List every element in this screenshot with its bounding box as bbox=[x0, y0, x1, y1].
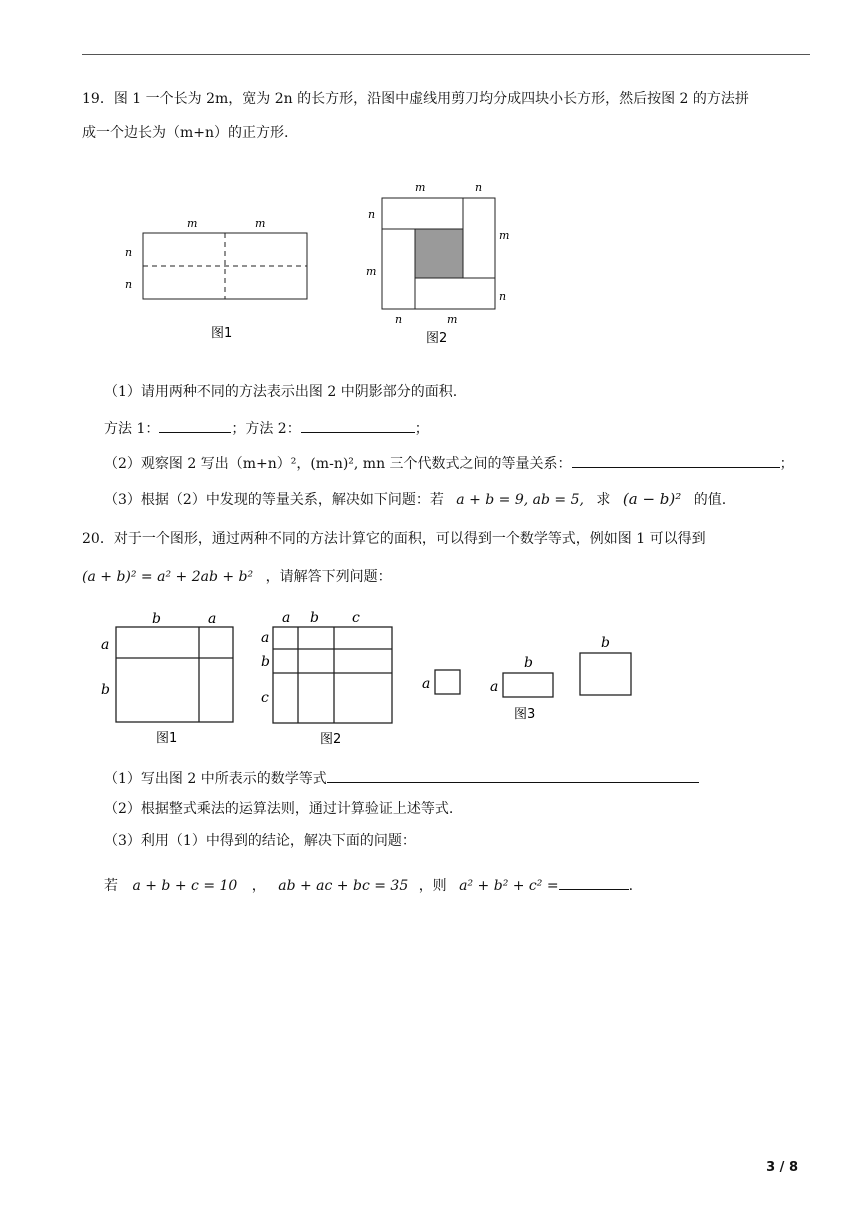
q20-fig2-left-c: c bbox=[261, 690, 269, 706]
fig2-label-left-n: n bbox=[368, 208, 376, 221]
q20-fig1-left-b: b bbox=[101, 682, 110, 698]
q19-part3-mid: 求 bbox=[596, 492, 611, 508]
q20-fig2-top-a: a bbox=[282, 610, 291, 626]
method2-blank[interactable] bbox=[301, 418, 415, 433]
q19-part2: （2）观察图 2 写出（m+n）²，(m-n)², mn 三个代数式之间的等量关系： bbox=[104, 456, 572, 472]
q20-stem-line1: 20．对于一个图形，通过两种不同的方法计算它的面积，可以得到一个数学等式，例如图 1 可以得到 bbox=[82, 531, 706, 547]
q20-fig2-left-a: a bbox=[261, 630, 270, 646]
fig1-label-n-bottom: n bbox=[125, 278, 133, 291]
fig2-caption: 图2 bbox=[426, 331, 448, 346]
q20-fig2-caption: 图2 bbox=[320, 732, 342, 747]
q19-part2-blank[interactable] bbox=[572, 453, 780, 468]
q19-part3-line bbox=[104, 490, 726, 509]
q20-part3: （3）利用（1）中得到的结论，解决下面的问题： bbox=[104, 833, 416, 849]
q20-fig2-top-b: b bbox=[310, 610, 319, 626]
q20-then: ，则 bbox=[418, 878, 447, 894]
fig2-label-top-m: m bbox=[415, 181, 426, 194]
q19-methods-line bbox=[104, 418, 429, 438]
q19-part3-suffix: 的值. bbox=[693, 492, 727, 508]
q20-fig3-square-a: a bbox=[422, 676, 431, 692]
q19-stem-line2: 成一个边长为（m+n）的正方形. bbox=[82, 125, 289, 141]
fig2-label-bottom-n: n bbox=[395, 313, 403, 326]
fig2-label-left-m: m bbox=[366, 265, 377, 278]
q20-fig1-top-a: a bbox=[208, 611, 217, 627]
q20-figure-1 bbox=[96, 606, 242, 746]
q20-period: . bbox=[628, 878, 634, 894]
q20-fig1-caption: 图1 bbox=[156, 731, 178, 746]
fig2-label-right-m: m bbox=[499, 229, 510, 242]
q19-stem-line1: 19．图 1 一个长为 2m，宽为 2n 的长方形，沿图中虚线用剪刀均分成四块小长方形，然后按图 2 的方法拼 bbox=[82, 91, 749, 107]
fig1-label-m-right: m bbox=[255, 217, 266, 230]
q20-answer-blank[interactable] bbox=[559, 875, 629, 890]
fig2-label-right-n: n bbox=[499, 290, 507, 303]
q20-part1: （1）写出图 2 中所表示的数学等式 bbox=[104, 771, 327, 787]
q20-fig2-top-c: c bbox=[352, 610, 360, 626]
q19-part1: （1）请用两种不同的方法表示出图 2 中阴影部分的面积. bbox=[104, 384, 458, 400]
methods-end: ； bbox=[414, 421, 429, 437]
q19-part3-condition: a + b = 9, ab = 5, bbox=[456, 492, 584, 508]
fig1-label-m-left: m bbox=[187, 217, 198, 230]
q20-part1-line bbox=[104, 768, 699, 788]
method2-label: ；方法 2： bbox=[231, 421, 301, 437]
q20-stem-line2 bbox=[82, 568, 392, 586]
part2-end: ； bbox=[779, 456, 794, 472]
q20-part1-blank[interactable] bbox=[327, 768, 699, 783]
fig2-label-top-n: n bbox=[475, 181, 483, 194]
q20-fig3-caption: 图3 bbox=[514, 707, 536, 722]
q20-fig3-rect-a: a bbox=[490, 679, 499, 695]
q20-figure-3 bbox=[418, 630, 638, 726]
fig1-label-n-top: n bbox=[125, 246, 133, 259]
q20-fig2-left-b: b bbox=[261, 654, 270, 670]
q20-cond1: a + b + c = 10 bbox=[132, 878, 238, 894]
q20-comma: ， bbox=[251, 878, 266, 894]
q20-fig3-big-b: b bbox=[601, 635, 610, 651]
header-rule bbox=[82, 54, 810, 55]
q20-cond-prefix: 若 bbox=[104, 878, 118, 894]
q20-conditions-line bbox=[104, 875, 633, 895]
page-number: 3 / 8 bbox=[766, 1160, 798, 1175]
fig1-caption: 图1 bbox=[211, 326, 233, 341]
q19-part3-expression: (a − b)² bbox=[622, 490, 682, 508]
q20-stem-suffix: ，请解答下列问题： bbox=[265, 569, 392, 585]
q20-cond3: a² + b² + c² = bbox=[459, 878, 559, 894]
q19-figure-1 bbox=[115, 210, 325, 350]
q19-part3-prefix: （3）根据（2）中发现的等量关系，解决如下问题：若 bbox=[104, 492, 444, 508]
q19-figure-2 bbox=[360, 176, 520, 348]
q20-fig3-rect-b: b bbox=[524, 655, 533, 671]
q20-part2: （2）根据整式乘法的运算法则，通过计算验证上述等式. bbox=[104, 801, 454, 817]
q19-part2-line bbox=[104, 453, 794, 473]
method1-blank[interactable] bbox=[159, 418, 231, 433]
q20-stem-formula: (a + b)² = a² + 2ab + b² bbox=[82, 569, 254, 585]
q20-figure-2 bbox=[258, 606, 398, 748]
q20-cond2: ab + ac + bc = 35 bbox=[278, 878, 409, 894]
q20-fig1-left-a: a bbox=[101, 637, 110, 653]
q20-fig1-top-b: b bbox=[152, 611, 161, 627]
method1-label: 方法 1： bbox=[104, 421, 160, 437]
fig2-label-bottom-m: m bbox=[447, 313, 458, 326]
